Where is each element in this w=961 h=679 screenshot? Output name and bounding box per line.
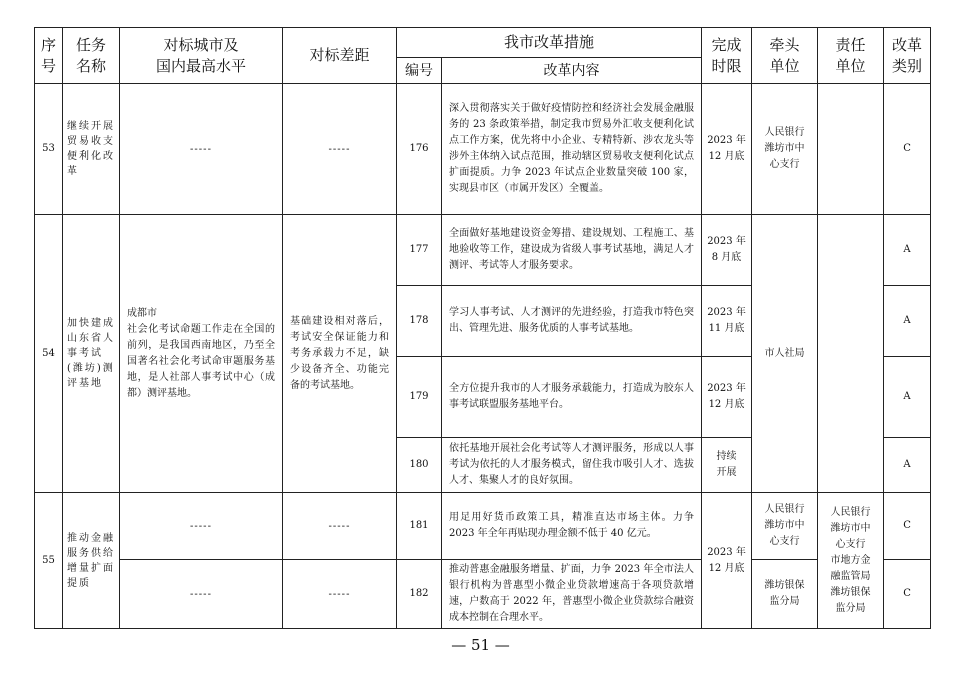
task-name-cell: 加快建成山东省人事考试(潍坊)测评基地 xyxy=(63,215,120,493)
content-cell: 全面做好基地建设资金筹措、建设规划、工程施工、基地验收等工作，建设成为省级人事考试基地，满足人才测评、考试等人才服务要求。 xyxy=(442,215,702,286)
category-cell: C xyxy=(884,493,931,560)
number-cell: 177 xyxy=(397,215,442,286)
benchmark-cell: 成都市 社会化考试命题工作走在全国的前列，是我国西南地区，乃至全国著名社会化考试命审题服务基地，是人社部人事考试中心（成都）测评基地。 xyxy=(120,215,283,493)
benchmark-cell: ----- xyxy=(120,560,283,629)
number-cell: 176 xyxy=(397,84,442,215)
header-gap: 对标差距 xyxy=(283,28,397,84)
header-resp-unit: 责任 单位 xyxy=(818,28,884,84)
header-measures: 我市改革措施 xyxy=(397,28,702,58)
lead-unit-cell: 潍坊银保 监分局 xyxy=(752,560,818,629)
header-task-name: 任务 名称 xyxy=(63,28,120,84)
gap-cell: ----- xyxy=(283,84,397,215)
category-cell: A xyxy=(884,357,931,438)
reform-measures-table xyxy=(34,27,931,629)
gap-cell: ----- xyxy=(283,560,397,629)
deadline-cell: 2023 年 12 月底 xyxy=(702,357,752,438)
number-cell: 180 xyxy=(397,438,442,493)
task-name-cell: 推动金融服务供给增量扩面提质 xyxy=(63,493,120,629)
header-benchmark: 对标城市及 国内最高水平 xyxy=(120,28,283,84)
header-lead-unit: 牵头 单位 xyxy=(752,28,818,84)
number-cell: 181 xyxy=(397,493,442,560)
content-cell: 学习人事考试、人才测评的先进经验，打造我市特色突出、管理先进、服务优质的人事考试基地。 xyxy=(442,286,702,357)
page-number: — 51 — xyxy=(451,636,510,654)
category-cell: C xyxy=(884,84,931,215)
deadline-cell: 2023 年 11 月底 xyxy=(702,286,752,357)
table-row-55-181 xyxy=(35,493,931,560)
gap-cell: ----- xyxy=(283,493,397,560)
benchmark-cell: ----- xyxy=(120,493,283,560)
number-cell: 178 xyxy=(397,286,442,357)
category-cell: A xyxy=(884,438,931,493)
table-row-55-182 xyxy=(35,560,931,629)
category-cell: C xyxy=(884,560,931,629)
benchmark-cell: ----- xyxy=(120,84,283,215)
header-content: 改革内容 xyxy=(442,58,702,84)
lead-unit-cell: 人民银行 潍坊市中 心支行 xyxy=(752,84,818,215)
header-category: 改革 类别 xyxy=(884,28,931,84)
category-cell: A xyxy=(884,286,931,357)
content-cell: 用足用好货币政策工具，精准直达市场主体。力争 2023 年全年再贴现办理金额不低于 40 亿元。 xyxy=(442,493,702,560)
lead-unit-cell: 市人社局 xyxy=(752,215,818,493)
resp-unit-cell xyxy=(818,215,884,493)
seq-cell: 54 xyxy=(35,215,63,493)
number-cell: 179 xyxy=(397,357,442,438)
content-cell: 深入贯彻落实关于做好疫情防控和经济社会发展金融服务的 23 条政策举措，制定我市贸易外汇收支便利化试点工作方案，优先将中小企业、专精特新、涉农龙头等涉外主体纳入试点范围，推动辖区贸易收支便利化试点扩面提质。力争 2023 年试点企业数量突破 100 家，实现县市区（市属开发区）全覆盖。 xyxy=(442,84,702,215)
category-cell: A xyxy=(884,215,931,286)
lead-unit-cell: 人民银行 潍坊市中 心支行 xyxy=(752,493,818,560)
deadline-cell: 2023 年 8 月底 xyxy=(702,215,752,286)
table-row-53 xyxy=(35,84,931,215)
header-row xyxy=(35,28,931,58)
deadline-cell: 2023 年 12 月底 xyxy=(702,493,752,629)
table-row-54-177 xyxy=(35,215,931,286)
deadline-cell: 2023 年 12 月底 xyxy=(702,84,752,215)
resp-unit-cell xyxy=(818,84,884,215)
deadline-cell: 持续 开展 xyxy=(702,438,752,493)
task-name-cell: 继续开展贸易收支便利化改革 xyxy=(63,84,120,215)
gap-cell: 基础建设相对落后，考试安全保证能力和考务承载力不足，缺少设备齐全、功能完备的考试基地。 xyxy=(283,215,397,493)
header-deadline: 完成 时限 xyxy=(702,28,752,84)
header-seq: 序 号 xyxy=(35,28,63,84)
content-cell: 依托基地开展社会化考试等人才测评服务，形成以人事考试为依托的人才服务模式，留住我市吸引人才、选拔人才、集聚人才的良好氛围。 xyxy=(442,438,702,493)
content-cell: 推动普惠金融服务增量、扩面，力争 2023 年全市法人银行机构为普惠型小微企业贷款增速高于各项贷款增速，户数高于 2022 年，普惠型小微企业贷款综合融资成本控制在合理水平。 xyxy=(442,560,702,629)
header-number: 编号 xyxy=(397,58,442,84)
resp-unit-cell: 人民银行 潍坊市中 心支行 市地方金 融监管局 潍坊银保 监分局 xyxy=(818,493,884,629)
seq-cell: 53 xyxy=(35,84,63,215)
content-cell: 全方位提升我市的人才服务承载能力，打造成为胶东人事考试联盟服务基地平台。 xyxy=(442,357,702,438)
number-cell: 182 xyxy=(397,560,442,629)
seq-cell: 55 xyxy=(35,493,63,629)
